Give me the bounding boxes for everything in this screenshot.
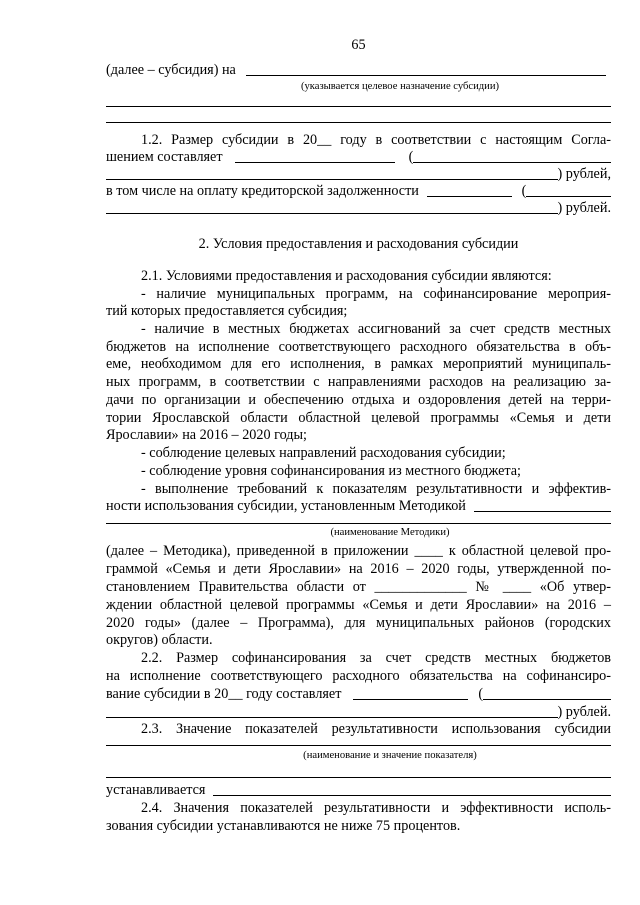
text-line: - соблюдение целевых направлений расходования субсидии; bbox=[141, 445, 506, 461]
cofinancing-words-blank-2[interactable] bbox=[106, 705, 558, 718]
purpose-line bbox=[106, 61, 611, 79]
methodology-caption: (наименование Методики) bbox=[330, 527, 450, 538]
text-line: тории Ярославской области областной целевой программы «Семья и дети bbox=[106, 410, 611, 426]
text-line: становлением Правительства области от _____________ № ____ «Об утвер- bbox=[106, 579, 611, 595]
blank-line[interactable] bbox=[106, 777, 611, 778]
indicator-caption: (наименование и значение показателя) bbox=[303, 750, 477, 761]
rubles-line: ) рублей, bbox=[106, 165, 611, 183]
subsidy-amount-blank[interactable] bbox=[235, 150, 395, 163]
text-line: зования субсидии устанавливаются не ниже 75 процентов. bbox=[106, 818, 461, 834]
paragraph-2-3: 2.3. Значение показателей результативности использования субсидии bbox=[141, 721, 611, 737]
text-line: округов) области. bbox=[106, 632, 213, 648]
text-line: 2020 годы» (далее – Программа), для муниципальных районов (городских bbox=[106, 615, 611, 631]
text-line: ных программ, в соответствии с направлениями расходов на реализацию за- bbox=[106, 374, 611, 390]
text-line: (далее – Методика), приведенной в приложении ____ к областной целевой про- bbox=[106, 543, 611, 559]
subsidy-amount-words-blank[interactable] bbox=[413, 150, 611, 163]
cofinancing-words-blank[interactable] bbox=[483, 687, 611, 700]
methodology-line: ности использования субсидии, установленным Методикой bbox=[106, 497, 611, 515]
subsidy-purpose-label: (далее – субсидия) на bbox=[106, 62, 236, 78]
rubles-line-2: ) рублей. bbox=[106, 199, 611, 217]
text-line: - наличие в местных бюджетах ассигнований за счет средств местных bbox=[141, 321, 611, 337]
subsidy-amount-line: шением составляет ( bbox=[106, 148, 611, 166]
debt-amount-words-blank-2[interactable] bbox=[106, 201, 558, 214]
blank-line[interactable] bbox=[106, 745, 611, 746]
debt-amount-blank[interactable] bbox=[427, 184, 512, 197]
blank-line[interactable] bbox=[106, 106, 611, 107]
paragraph-2-2: 2.2. Размер софинансирования за счет средств местных бюджетов bbox=[141, 650, 611, 666]
section-heading: 2. Условия предоставления и расходования субсидии bbox=[198, 236, 519, 252]
text-line: бюджетов на исполнение соответствующего расходного обязательства в объ- bbox=[106, 339, 611, 355]
paragraph-1-2-line: 1.2. Размер субсидии в 20__ году в соответствии с настоящим Согла- bbox=[141, 132, 611, 148]
established-line: устанавливается bbox=[106, 781, 611, 799]
text-line: на исполнение соответствующего расходного обязательства на софинансиро- bbox=[106, 668, 611, 684]
text-line: граммой «Семья и дети Ярославии» на 2016 – 2020 годы, утвержденной по- bbox=[106, 561, 611, 577]
cofinancing-amount-blank[interactable] bbox=[353, 687, 468, 700]
text-line: Ярославии» на 2016 – 2020 годы; bbox=[106, 427, 307, 443]
page-number: 65 bbox=[351, 37, 366, 53]
subsidy-amount-words-blank-2[interactable] bbox=[106, 167, 558, 180]
indicator-value-blank[interactable] bbox=[213, 783, 611, 796]
debt-amount-words-blank[interactable] bbox=[526, 184, 611, 197]
text-line: дачи по организации и обеспечению отдыха и оздоровления детей на терри- bbox=[106, 392, 611, 408]
paragraph-2-4: 2.4. Значения показателей результативности и эффективности исполь- bbox=[141, 800, 611, 816]
blank-line[interactable] bbox=[106, 523, 611, 524]
text-line: еме, необходимом для его исполнения, в рамках мероприятий муниципаль- bbox=[106, 356, 611, 372]
paragraph-2-1: 2.1. Условиями предоставления и расходования субсидии являются: bbox=[141, 268, 552, 284]
methodology-blank[interactable] bbox=[474, 499, 611, 512]
purpose-caption: (указывается целевое назначение субсидии) bbox=[300, 81, 500, 92]
subsidy-purpose-blank[interactable] bbox=[246, 63, 606, 76]
cofinancing-line: вание субсидии в 20__ году составляет ( bbox=[106, 685, 611, 703]
blank-line[interactable] bbox=[106, 122, 611, 123]
debt-line: в том числе на оплату кредиторской задолженности ( bbox=[106, 182, 611, 200]
text-line: - выполнение требований к показателям результативности и эффектив- bbox=[141, 481, 611, 497]
text-line: - соблюдение уровня софинансирования из местного бюджета; bbox=[141, 463, 521, 479]
text-line: ждении областной целевой программы «Семья и дети Ярославии» на 2016 – bbox=[106, 597, 611, 613]
text-line: - наличие муниципальных программ, на софинансирование мероприя- bbox=[141, 286, 611, 302]
text-line: тий которых предоставляется субсидия; bbox=[106, 303, 348, 319]
rubles-line-3: ) рублей. bbox=[106, 703, 611, 721]
